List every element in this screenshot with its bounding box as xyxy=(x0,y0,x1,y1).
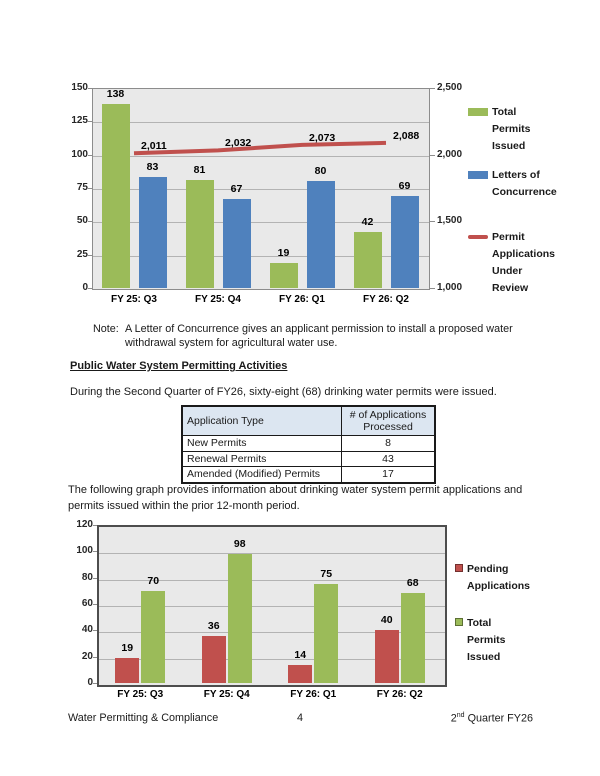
bar-red xyxy=(202,636,226,683)
legend-item xyxy=(468,229,555,297)
grid-line xyxy=(99,553,445,554)
paragraph-permits-issued: During the Second Quarter of FY26, sixty-eight (68) drinking water permits were issued. xyxy=(70,386,497,398)
legend-swatch-red xyxy=(468,235,488,239)
bar-value-label: 98 xyxy=(233,537,246,550)
line-value-label: 2,088 xyxy=(393,129,420,142)
water-withdrawal-permits-chart xyxy=(68,82,557,317)
footer-quarter-sup: nd xyxy=(456,712,465,719)
y-axis-tick-label: 40 xyxy=(81,624,93,636)
y-axis-tick-label: 120 xyxy=(76,519,93,530)
right-axis-tick-label: 2,500 xyxy=(437,82,463,93)
category-label: FY 25: Q3 xyxy=(117,689,164,700)
right-axis-tick-label: 1,000 xyxy=(437,282,463,293)
drinking-water-permits-chart xyxy=(60,518,560,706)
right-axis-tick-label: 1,500 xyxy=(437,215,463,227)
applications-table-head xyxy=(182,406,435,436)
bar-value-label: 75 xyxy=(320,568,333,581)
table-cell: New Permits xyxy=(182,436,342,452)
bar-value-label: 70 xyxy=(147,574,160,587)
footer-quarter-rest: Quarter FY26 xyxy=(464,712,533,725)
category-label: FY 26: Q2 xyxy=(363,294,409,305)
y-axis-tick-label: 100 xyxy=(76,545,93,557)
category-label: FY 26: Q1 xyxy=(279,294,325,305)
bar-green xyxy=(228,554,252,683)
bar-red xyxy=(288,665,312,683)
trend-line xyxy=(92,88,428,288)
bar-value-label: 36 xyxy=(207,619,220,632)
category-label: FY 25: Q4 xyxy=(195,294,241,305)
legend-label xyxy=(492,229,555,297)
bar-value-label: 68 xyxy=(406,577,419,590)
y-axis-tick-label: 125 xyxy=(71,115,88,127)
legend-label-line: Permits xyxy=(467,634,506,646)
legend-label-line: Permit xyxy=(492,231,525,243)
axis-tickmark xyxy=(93,683,97,684)
axis-tickmark xyxy=(93,578,97,579)
category-label: FY 25: Q3 xyxy=(111,294,157,305)
bar-green xyxy=(141,591,165,683)
page-footer xyxy=(0,712,600,728)
applications-table-body xyxy=(182,436,435,483)
table-cell: Amended (Modified) Permits xyxy=(182,467,342,483)
axis-tickmark xyxy=(93,551,97,552)
table-row xyxy=(182,467,435,483)
legend-label-line: Total Permits xyxy=(492,106,531,135)
bar-red xyxy=(115,658,139,683)
y-axis-tick-label: 75 xyxy=(76,182,88,193)
bar-value-label: 40 xyxy=(380,614,393,627)
right-axis-tick-label: 2,000 xyxy=(437,148,463,160)
axis-tickmark xyxy=(430,288,435,289)
paragraph-graph-intro: The following graph provides information about drinking water system permit applications and permits issued within the prior 12-month period. xyxy=(68,484,523,512)
table-header-cell: Application Type xyxy=(182,406,342,436)
note-label: Note: xyxy=(93,323,119,335)
axis-tickmark xyxy=(430,221,435,222)
note-block xyxy=(93,322,539,350)
legend-label-line: Total xyxy=(467,617,492,629)
legend-label-line: Issued xyxy=(492,140,526,152)
y-axis-tick-label: 25 xyxy=(76,248,88,260)
legend-label xyxy=(492,104,548,155)
bar-value-label: 19 xyxy=(277,246,290,259)
footer-quarter-num: 2 xyxy=(450,712,457,725)
y-axis-tick-label: 20 xyxy=(81,650,93,662)
table-row xyxy=(182,451,435,467)
y-axis-tick-label: 100 xyxy=(71,148,88,160)
legend-label xyxy=(492,167,557,201)
legend-swatch-green xyxy=(455,618,463,626)
legend-label xyxy=(467,615,506,666)
legend-label-line: Under xyxy=(492,265,523,277)
y-axis-tick-label: 50 xyxy=(76,215,88,227)
category-label: FY 25: Q4 xyxy=(203,689,250,700)
bar-value-label: 67 xyxy=(230,182,243,195)
bar-green xyxy=(401,593,425,683)
y-axis-tick-label: 0 xyxy=(82,282,88,293)
bar-green xyxy=(314,584,338,683)
line-value-label: 2,032 xyxy=(225,137,252,150)
bar-value-label: 81 xyxy=(193,164,206,176)
bar-value-label: 83 xyxy=(146,161,159,174)
axis-tickmark xyxy=(93,657,97,658)
bar-value-label: 80 xyxy=(314,165,327,178)
legend-label-line: Pending xyxy=(467,563,509,575)
legend-label-line: Concurrence xyxy=(492,186,557,198)
legend-label-line: Applications xyxy=(492,248,556,260)
legend-item xyxy=(468,167,557,201)
bar-value-label: 138 xyxy=(106,88,125,100)
legend-swatch-green xyxy=(468,108,488,116)
table-row xyxy=(182,436,435,452)
applications-table xyxy=(181,405,436,484)
y-axis-tick-label: 60 xyxy=(81,598,93,609)
legend-label-line: Review xyxy=(492,282,529,294)
footer-document-title: Water Permitting & Compliance xyxy=(68,712,219,724)
axis-tickmark xyxy=(93,525,97,526)
table-cell: 17 xyxy=(342,467,436,483)
legend-label-line: Issued xyxy=(467,651,501,663)
legend-item xyxy=(468,104,548,155)
bar-value-label: 42 xyxy=(361,216,374,228)
category-label: FY 26: Q2 xyxy=(376,689,423,700)
y-axis-tick-label: 150 xyxy=(71,82,88,93)
legend-swatch-red xyxy=(455,564,463,572)
legend-item xyxy=(455,561,530,595)
legend-label-line: Letters of xyxy=(492,169,540,181)
table-cell: Renewal Permits xyxy=(182,451,342,467)
line-value-label: 2,073 xyxy=(309,131,336,144)
table-cell: 8 xyxy=(342,436,436,452)
axis-tickmark xyxy=(430,155,435,156)
section-heading: Public Water System Permitting Activities xyxy=(70,360,288,372)
bar-value-label: 69 xyxy=(398,180,411,192)
axis-tickmark xyxy=(93,604,97,605)
footer-quarter-label xyxy=(451,712,533,725)
table-header-row xyxy=(182,406,435,436)
y-axis-tick-label: 80 xyxy=(81,571,93,583)
axis-tickmark xyxy=(88,288,92,289)
bar-red xyxy=(375,630,399,683)
category-label: FY 26: Q1 xyxy=(290,689,337,700)
table-header-cell: # of Applications Processed xyxy=(342,406,436,436)
bar-value-label: 14 xyxy=(294,648,307,661)
legend-swatch-blue xyxy=(468,171,488,179)
legend-label-line: Applications xyxy=(467,580,531,592)
y-axis-tick-label: 0 xyxy=(87,677,93,688)
line-value-label: 2,011 xyxy=(141,140,167,153)
bar-value-label: 19 xyxy=(121,641,134,654)
axis-tickmark xyxy=(93,630,97,631)
footer-page-number: 4 xyxy=(296,712,303,724)
table-cell: 43 xyxy=(342,451,436,467)
legend-label xyxy=(467,561,530,595)
note-text: A Letter of Concurrence gives an applicant permission to install a proposed water withdrawal system for agricultural water use. xyxy=(125,323,513,349)
axis-tickmark xyxy=(430,88,435,89)
legend-item xyxy=(455,615,506,666)
